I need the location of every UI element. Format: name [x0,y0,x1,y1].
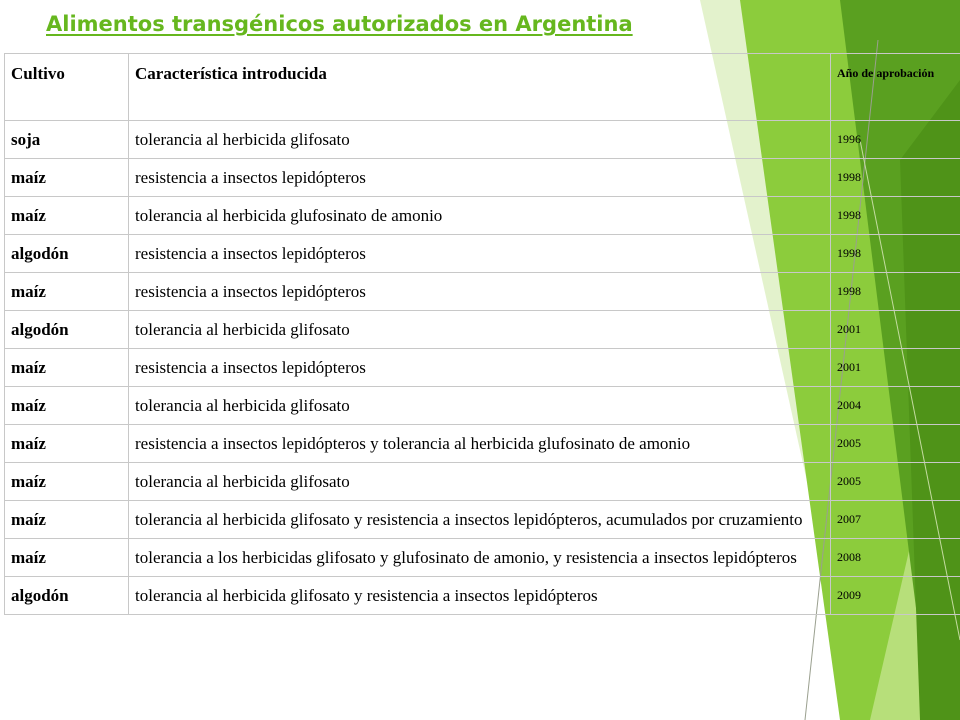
cell-crop: maíz [5,501,129,539]
table-row [5,197,960,235]
cell-crop: maíz [5,425,129,463]
cell-year: 2007 [831,501,960,539]
table-row [5,539,960,577]
cell-crop: maíz [5,159,129,197]
cell-year: 2005 [831,425,960,463]
cell-crop: maíz [5,273,129,311]
cell-year: 2001 [831,349,960,387]
table-body [5,121,960,615]
table-row [5,235,960,273]
table-row [5,425,960,463]
cell-crop: maíz [5,463,129,501]
cell-trait: tolerancia al herbicida glifosato [129,311,831,349]
cell-trait: tolerancia al herbicida glifosato [129,387,831,425]
header-trait: Característica introducida [129,54,831,121]
cell-crop: algodón [5,235,129,273]
cell-trait: tolerancia al herbicida glifosato [129,463,831,501]
cell-trait: tolerancia al herbicida glufosinato de amonio [129,197,831,235]
cell-year: 2004 [831,387,960,425]
header-crop: Cultivo [5,54,129,121]
cell-trait: tolerancia al herbicida glifosato y resistencia a insectos lepidópteros [129,577,831,615]
cell-crop: maíz [5,539,129,577]
cell-crop: maíz [5,197,129,235]
cell-year: 1996 [831,121,960,159]
cell-trait: resistencia a insectos lepidópteros [129,349,831,387]
cell-crop: soja [5,121,129,159]
table-header-row [5,54,960,121]
cell-year: 1998 [831,197,960,235]
gmo-table [4,53,960,615]
cell-crop: maíz [5,387,129,425]
cell-trait: resistencia a insectos lepidópteros y tolerancia al herbicida glufosinato de amonio [129,425,831,463]
cell-trait: resistencia a insectos lepidópteros [129,273,831,311]
cell-year: 2009 [831,577,960,615]
table-row [5,501,960,539]
cell-trait: tolerancia al herbicida glifosato y resistencia a insectos lepidópteros, acumulados por cruzamiento [129,501,831,539]
table-row [5,577,960,615]
cell-trait: tolerancia al herbicida glifosato [129,121,831,159]
table-row [5,159,960,197]
cell-year: 1998 [831,235,960,273]
cell-year: 2001 [831,311,960,349]
slide-title: Alimentos transgénicos autorizados en Argentina [46,12,633,36]
table-row [5,463,960,501]
table-row [5,387,960,425]
cell-trait: resistencia a insectos lepidópteros [129,159,831,197]
header-year: Año de aprobación [831,54,960,121]
cell-year: 2005 [831,463,960,501]
cell-year: 2008 [831,539,960,577]
cell-year: 1998 [831,273,960,311]
cell-trait: resistencia a insectos lepidópteros [129,235,831,273]
cell-crop: algodón [5,311,129,349]
cell-trait: tolerancia a los herbicidas glifosato y glufosinato de amonio, y resistencia a insectos lepidópteros [129,539,831,577]
table-row [5,273,960,311]
table-row [5,311,960,349]
table-row [5,121,960,159]
table-row [5,349,960,387]
cell-year: 1998 [831,159,960,197]
cell-crop: algodón [5,577,129,615]
cell-crop: maíz [5,349,129,387]
